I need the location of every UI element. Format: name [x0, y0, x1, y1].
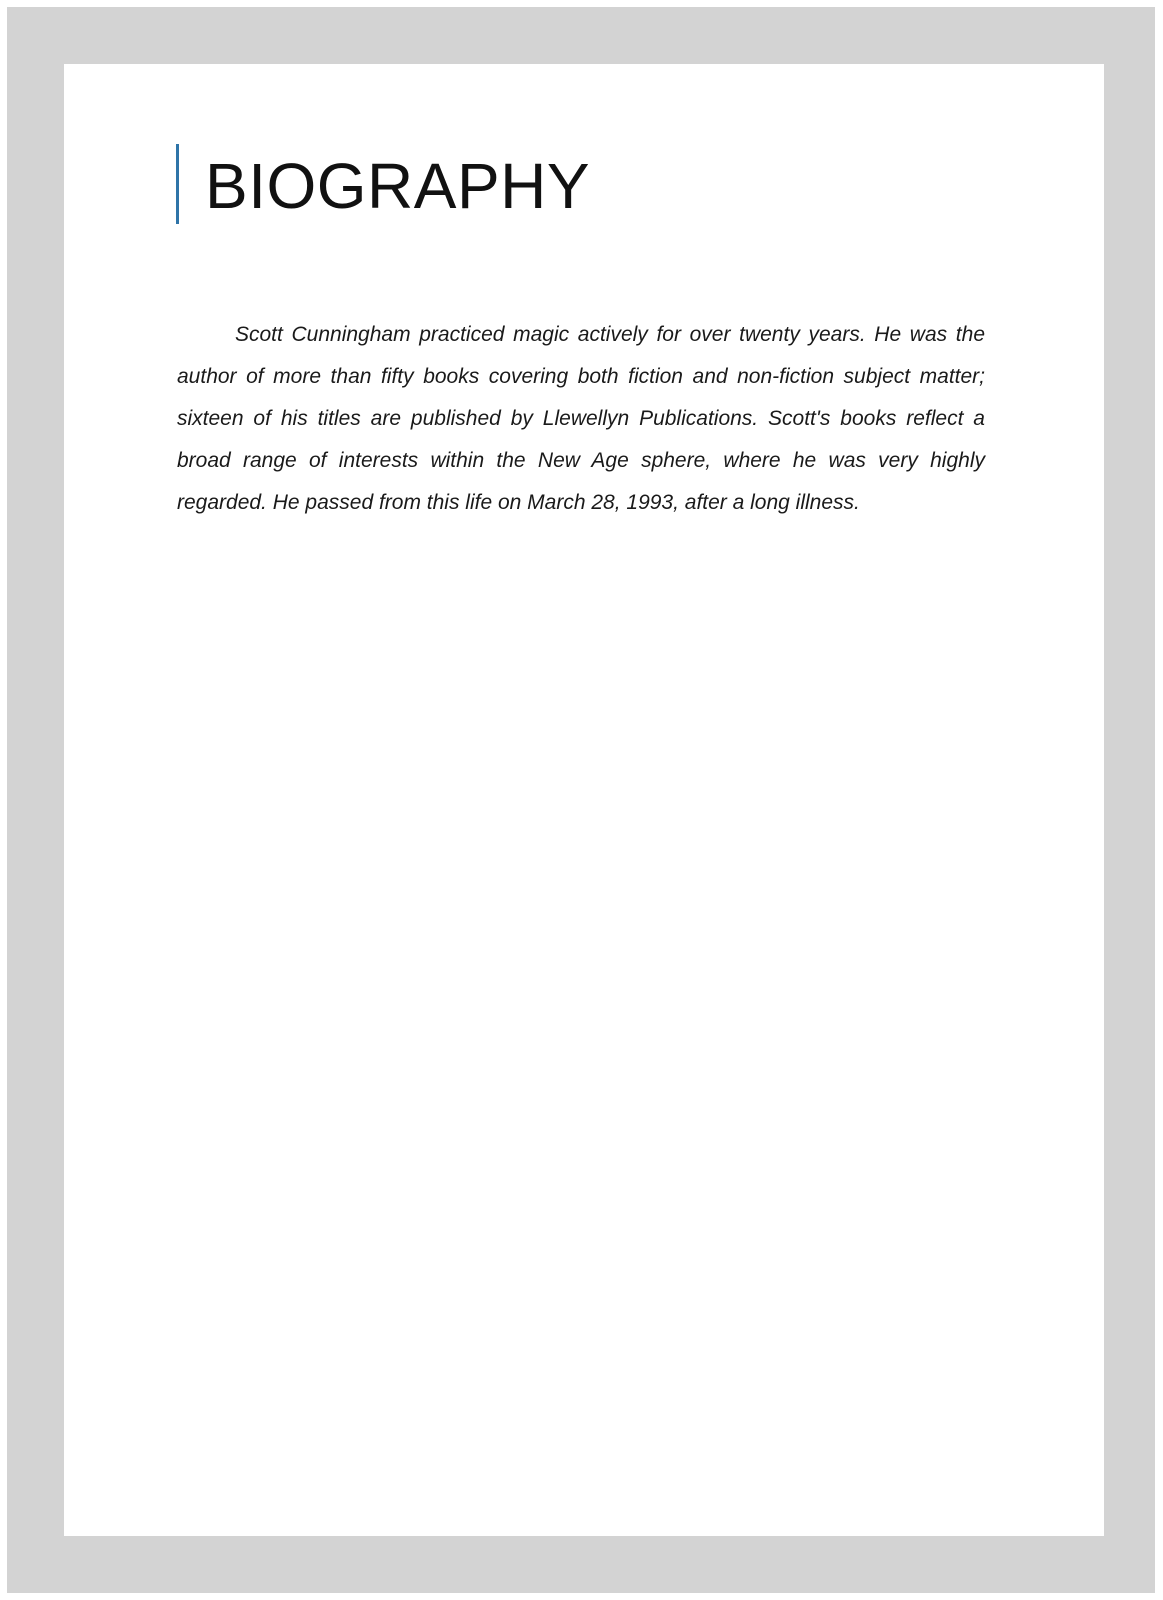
biography-paragraph: Scott Cunningham practiced magic actively for over twenty years. He was the author of more than fifty books covering both fiction and non-fiction subject matter; sixteen of his titles are published by Llewellyn Publications. Scott's books reflect a broad range of interests within the New Age sphere, where he was very highly regarded. He passed from this life on March 28, 1993, after a long illness.	[177, 323, 985, 514]
document-page	[64, 64, 1104, 1536]
page-title: BIOGRAPHY	[205, 150, 591, 222]
document-background	[7, 7, 1155, 1593]
heading-accent-bar	[176, 144, 179, 224]
heading-block	[176, 144, 590, 224]
